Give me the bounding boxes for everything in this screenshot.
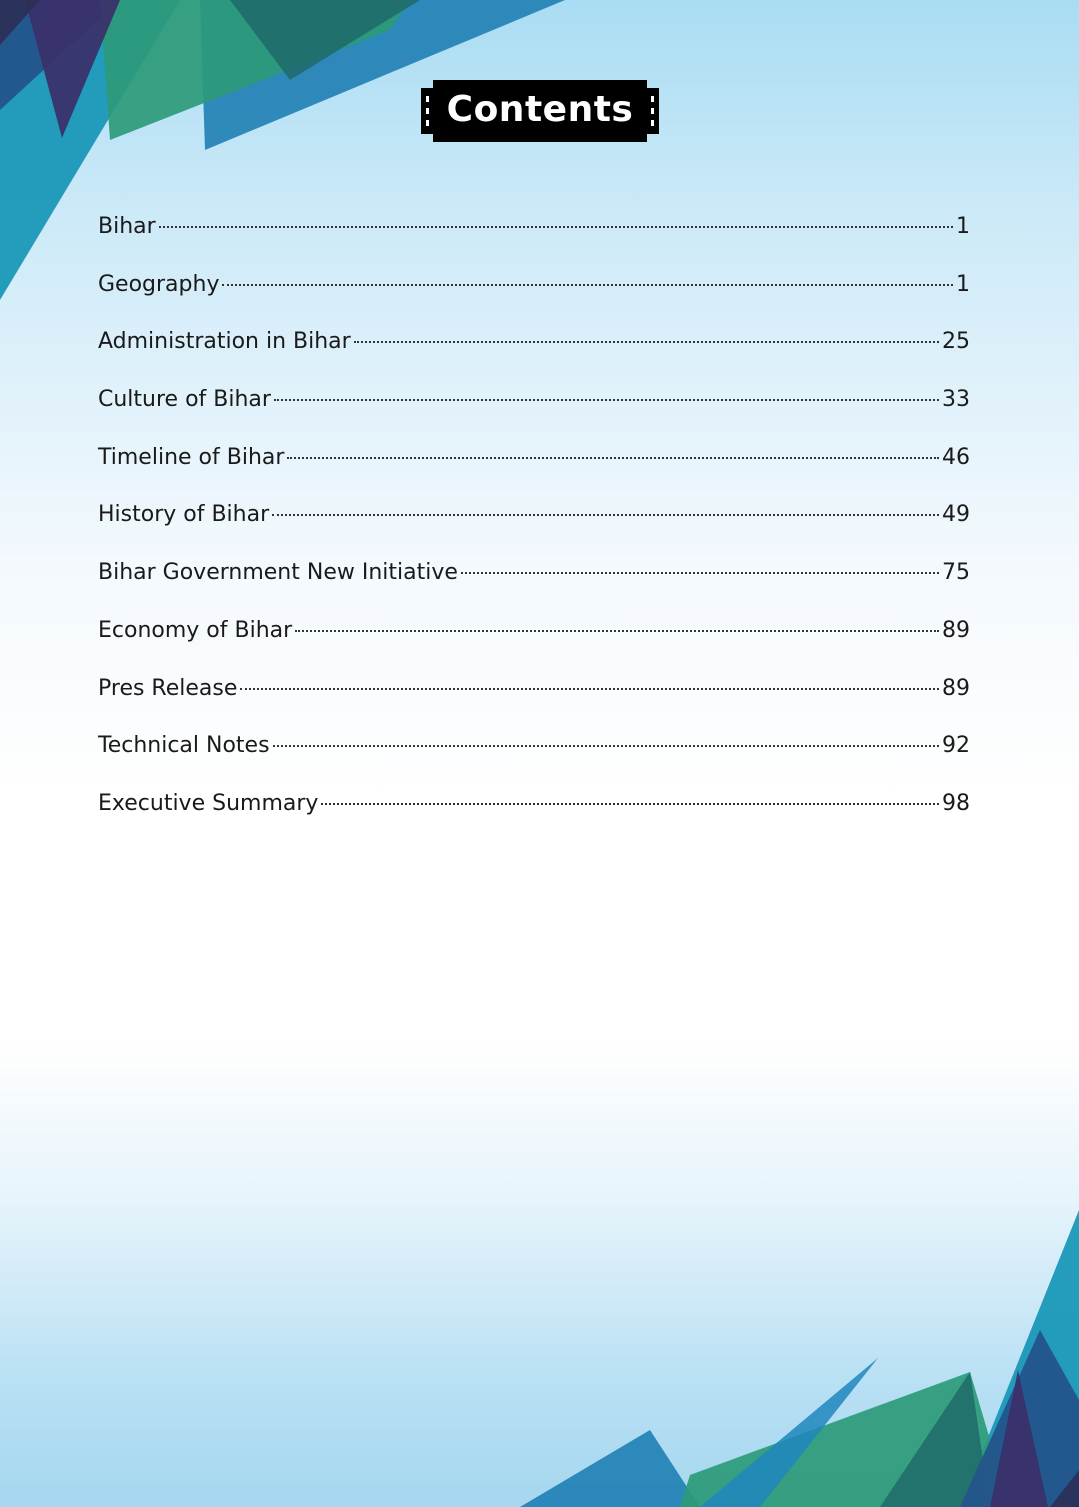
toc-entry[interactable] [98, 272, 970, 330]
toc-entry[interactable] [98, 214, 970, 272]
bottom-blue-band [520, 1430, 700, 1507]
toc-entry-page: 25 [942, 329, 970, 355]
toc-leader-dots [273, 745, 939, 747]
toc-entry-page: 46 [942, 444, 970, 470]
page-title: Contents [446, 89, 634, 130]
toc-entry[interactable] [98, 329, 970, 387]
toc-entry[interactable] [98, 445, 970, 503]
toc-entry-page: 92 [942, 733, 970, 759]
toc-leader-dots [159, 226, 953, 228]
toc-entry-page: 98 [942, 790, 970, 816]
toc-entry-label: Bihar Government New Initiative [98, 560, 458, 586]
toc-leader-dots [295, 630, 939, 632]
toc-leader-dots [240, 688, 939, 690]
toc-entry-page: 49 [942, 502, 970, 528]
toc-entry-page: 75 [942, 560, 970, 586]
toc-entry[interactable] [98, 733, 970, 791]
toc-entry[interactable] [98, 387, 970, 445]
toc-entry-label: Geography [98, 271, 220, 297]
toc-entry-page: 1 [956, 271, 970, 297]
toc-entry[interactable] [98, 618, 970, 676]
toc-entry[interactable] [98, 502, 970, 560]
toc-entry-label: Timeline of Bihar [98, 444, 285, 470]
toc-entry-page: 1 [956, 214, 970, 239]
toc-entry-page: 89 [942, 675, 970, 701]
toc-leader-dots [272, 514, 939, 516]
toc-entry-label: Culture of Bihar [98, 387, 271, 413]
toc-leader-dots [222, 284, 953, 286]
toc-entry-label: Pres Release [98, 675, 238, 701]
table-of-contents [98, 214, 970, 849]
toc-entry-page: 33 [942, 387, 970, 413]
toc-leader-dots [461, 572, 939, 574]
toc-entry-label: Bihar [98, 214, 156, 239]
toc-entry-label: Technical Notes [98, 733, 270, 759]
toc-leader-dots [354, 341, 939, 343]
toc-leader-dots [287, 457, 939, 459]
toc-entry[interactable] [98, 676, 970, 734]
toc-entry-label: Executive Summary [98, 790, 319, 816]
toc-entry-label: Administration in Bihar [98, 329, 351, 355]
toc-entry-label: Economy of Bihar [98, 617, 293, 643]
toc-leader-dots [274, 399, 939, 401]
toc-entry-label: History of Bihar [98, 502, 270, 528]
page-title-badge [421, 80, 659, 142]
toc-entry-page: 89 [942, 617, 970, 643]
toc-leader-dots [321, 803, 939, 805]
toc-entry[interactable] [98, 791, 970, 849]
toc-entry[interactable] [98, 560, 970, 618]
